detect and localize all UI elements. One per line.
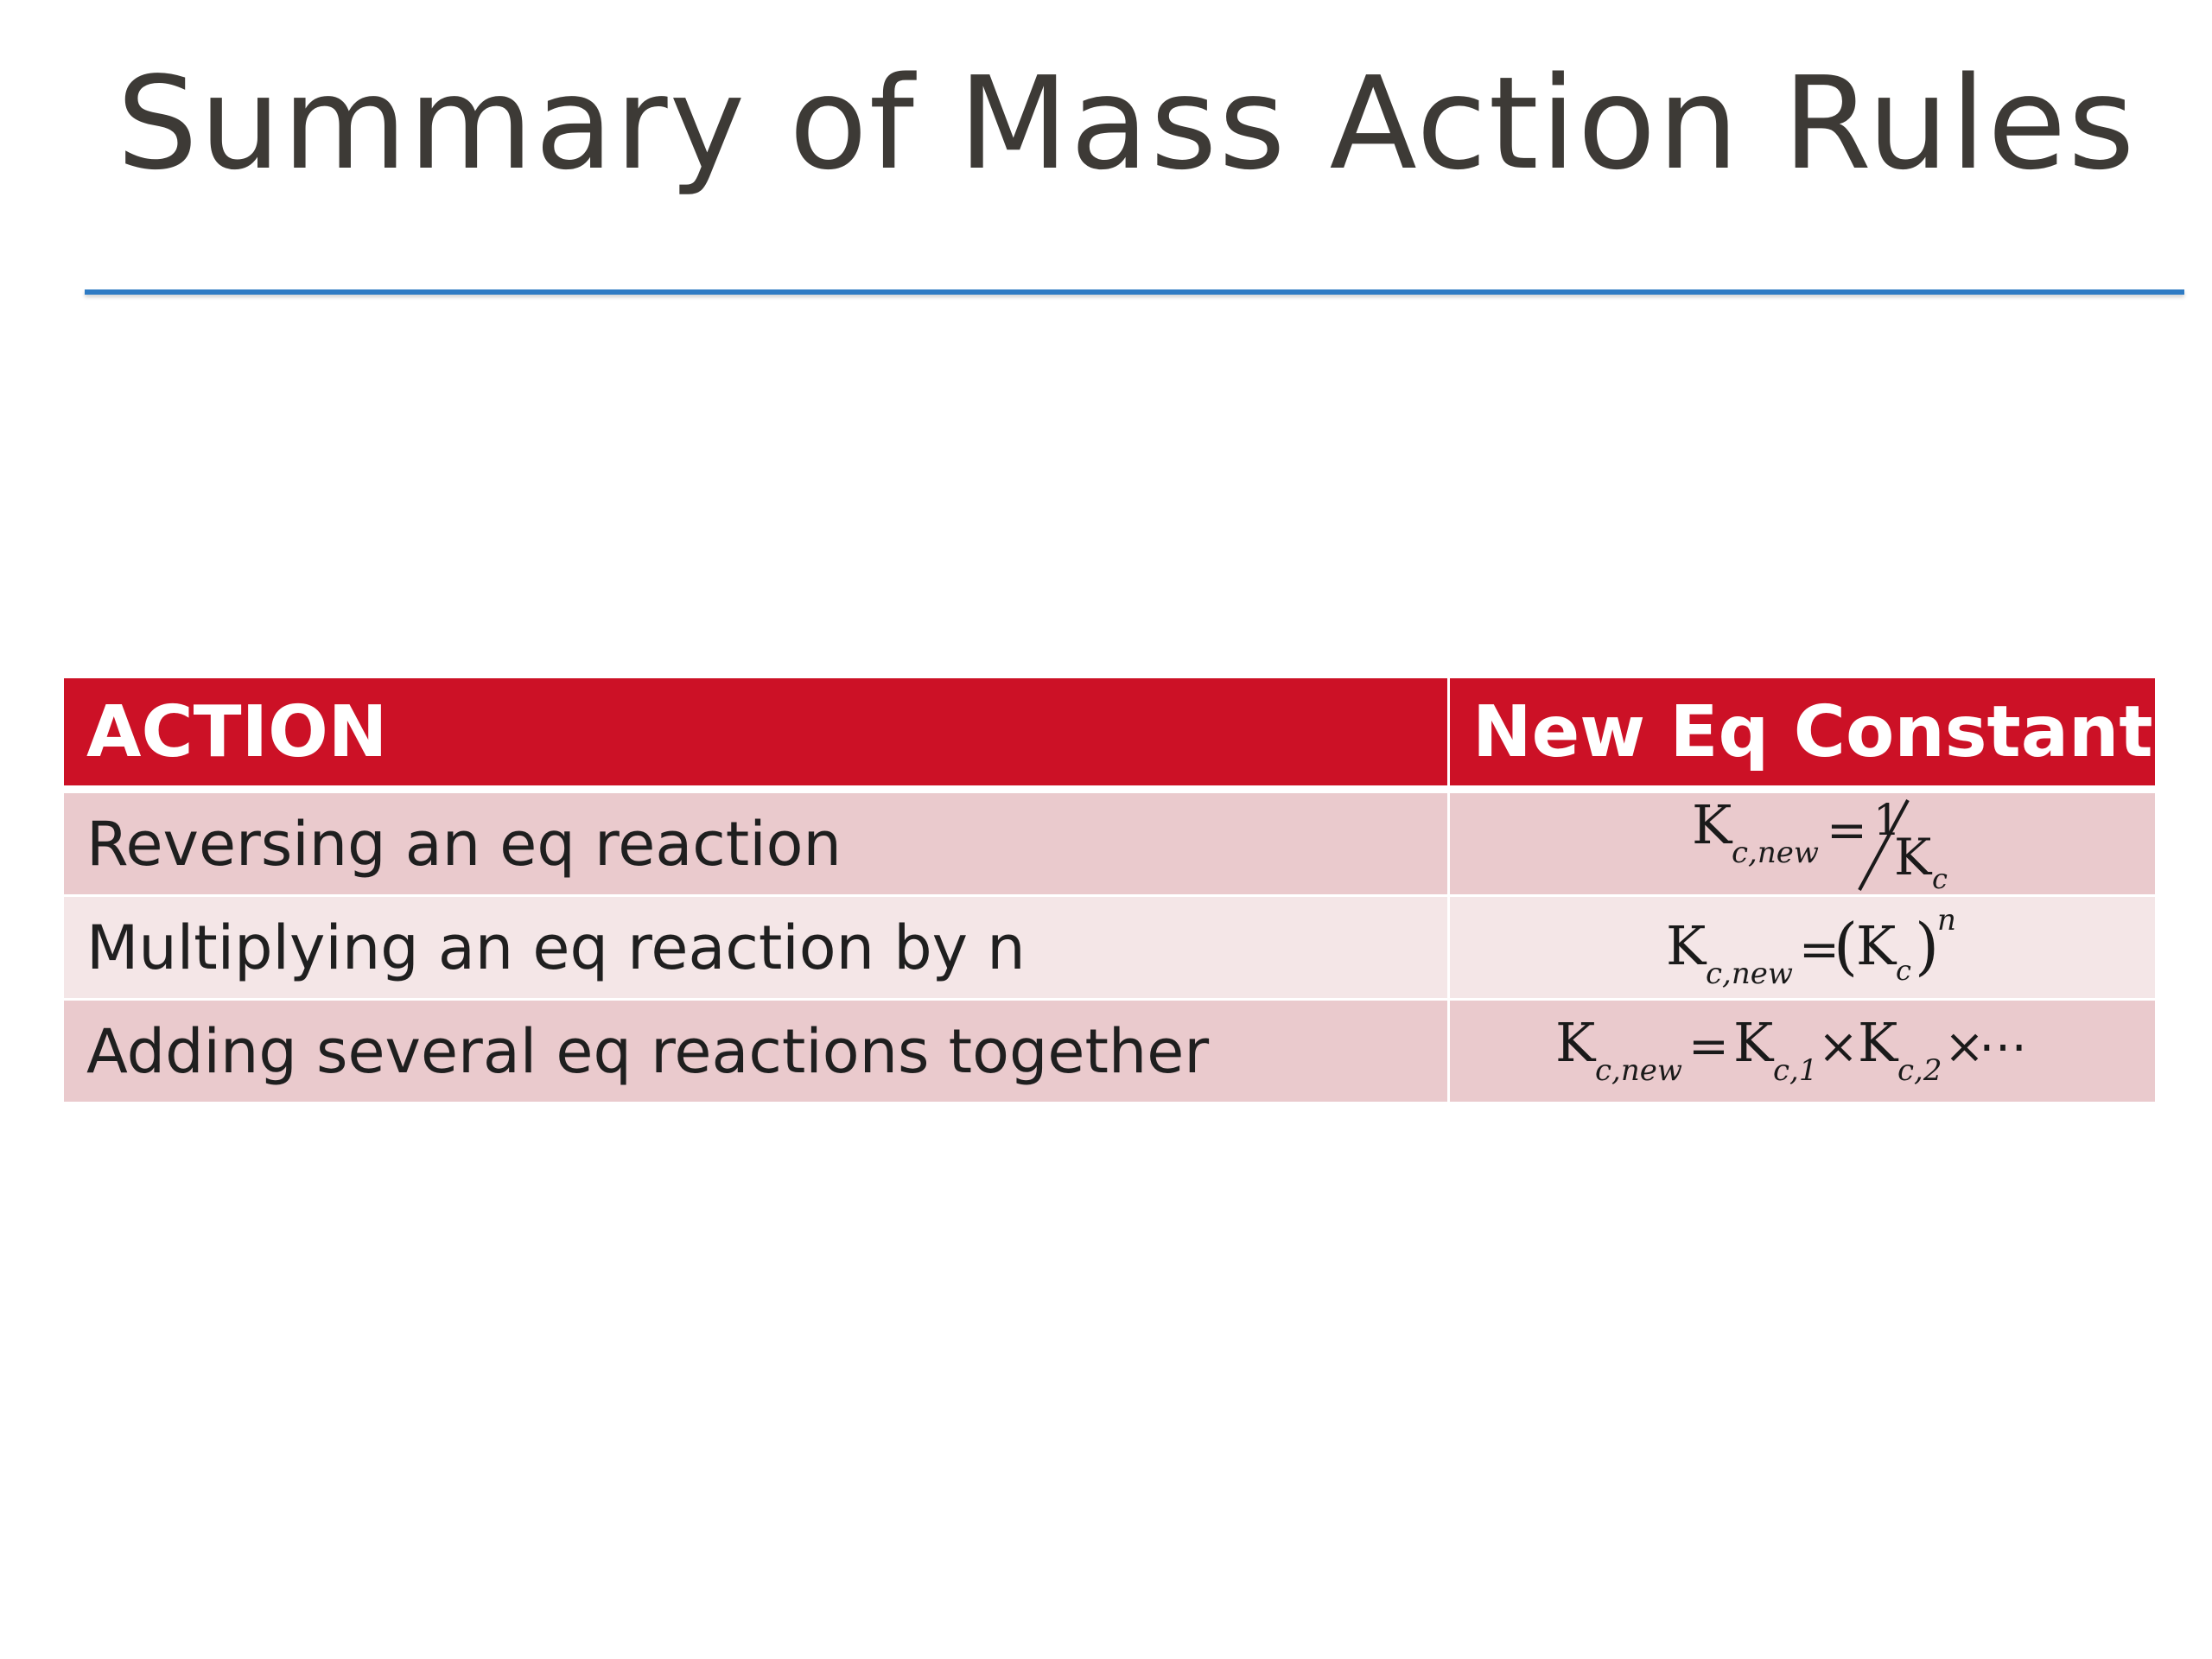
slide-title: Summary of Mass Action Rules	[117, 49, 2137, 198]
formula-open-paren: (	[1834, 910, 1859, 982]
table-header-row	[64, 678, 2155, 791]
formula-numerator: 1	[1873, 795, 1901, 845]
formula-close-paren: )	[1915, 910, 1940, 982]
formula-exponent: n	[1937, 903, 1956, 938]
formula-power	[1638, 897, 1967, 998]
table-row	[64, 998, 2155, 1102]
formula-symbol-k: K	[1858, 1011, 1898, 1074]
formula-subscript: c,new	[1706, 957, 1793, 991]
action-cell-multiplying: Multiplying an eq reaction by n	[64, 894, 1447, 998]
formula-symbol-k: K	[1555, 1011, 1596, 1074]
formula-subscript: c,2	[1897, 1053, 1942, 1088]
formula-symbol-k: K	[1692, 793, 1732, 856]
formula-symbol-k: K	[1733, 1011, 1774, 1074]
table-row	[64, 791, 2155, 894]
header-action: ACTION	[64, 678, 1447, 791]
formula-subscript: c,1	[1773, 1053, 1818, 1088]
formula-cell-adding	[1447, 998, 2155, 1102]
title-divider	[85, 289, 2184, 295]
formula-times: ×	[1818, 1019, 1859, 1075]
formula-subscript: c,new	[1732, 836, 1819, 870]
formula-symbol-k: K	[1666, 914, 1707, 977]
formula-symbol-k: K	[1856, 914, 1897, 977]
formula-product	[1543, 1001, 2062, 1102]
action-cell-reversing: Reversing an eq reaction	[64, 791, 1447, 894]
formula-subscript: c,new	[1595, 1053, 1682, 1088]
formula-cell-multiplying	[1447, 894, 2155, 998]
mass-action-rules-table	[64, 678, 2155, 1102]
header-new-eq-constant: New Eq Constant	[1447, 678, 2155, 791]
formula-denominator-k: K	[1894, 828, 1932, 887]
formula-reciprocal	[1647, 793, 1958, 894]
formula-ellipsis: ⋯	[1979, 1019, 2027, 1075]
formula-subscript: c	[1896, 954, 1911, 987]
formula-equals: =	[1688, 1019, 1729, 1075]
formula-cell-reversing	[1447, 791, 2155, 894]
action-cell-adding: Adding several eq reactions together	[64, 998, 1447, 1102]
formula-equals: =	[1799, 922, 1840, 978]
formula-times: ×	[1944, 1019, 1985, 1075]
table-row	[64, 894, 2155, 998]
formula-subscript: c	[1932, 862, 1948, 894]
formula-equals: =	[1827, 803, 1867, 859]
